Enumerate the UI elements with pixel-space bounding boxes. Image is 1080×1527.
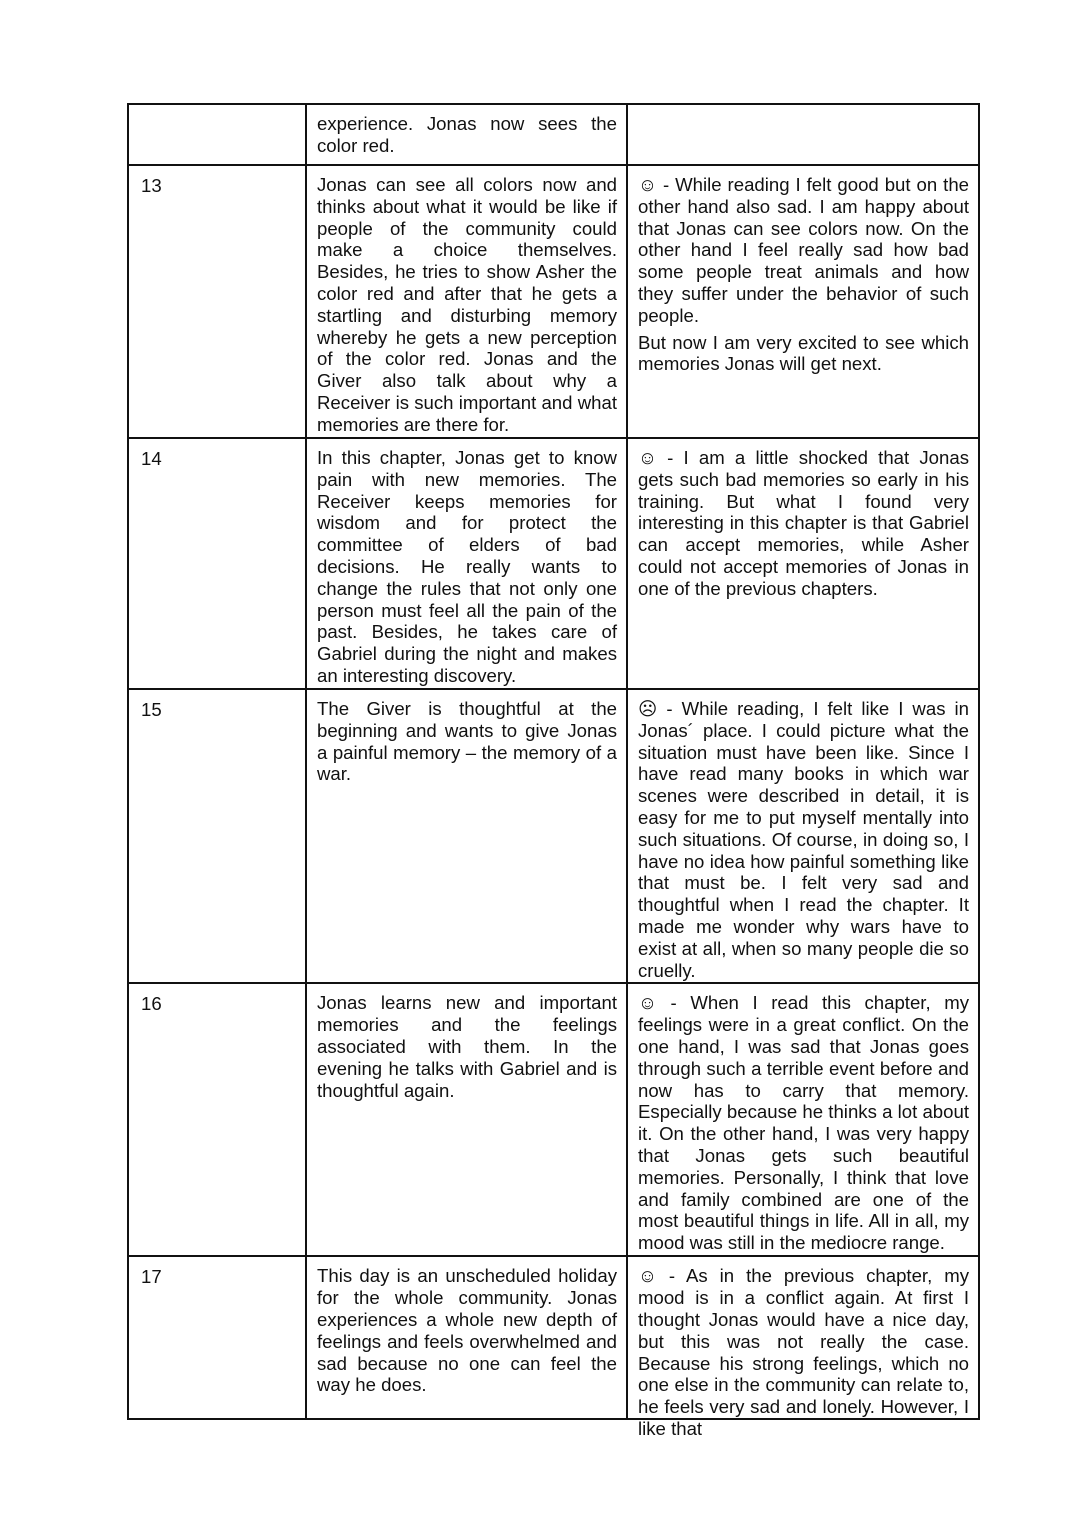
chapter-cell [128, 104, 306, 165]
chapter-cell: 17 [128, 1256, 306, 1419]
summary-cell: In this chapter, Jonas get to know pain with new memories. The Receiver keeps memories for wisdom and for protect the committee of elders of bad decisions. He really wants to change the rules that not only one person must feel all the pain of the past. Besides, he takes care of Gabriel during the night and makes an interesting discovery. [306, 438, 627, 689]
reflection-paragraph: ☹ - While reading, I felt like I was in Jonas´ place. I could picture what the situation must have been like. Since I have read many books in which war scenes were described in detail, it is easy for me to put myself mentally into such situations. Of course, in doing so, I have no idea how painful something like that must be. I felt very sad and thoughtful when I read the chapter. It made me wonder why wars have to exist at all, when so many people die so cruelly. [638, 698, 969, 981]
summary-cell: experience. Jonas now sees the color red. [306, 104, 627, 165]
table-row [128, 689, 979, 983]
chapter-cell: 13 [128, 165, 306, 438]
reflection-clip [638, 1265, 969, 1439]
chapter-cell: 14 [128, 438, 306, 689]
summary-cell: Jonas learns new and important memories and the feelings associated with them. In the evening he talks with Gabriel and is thoughtful again. [306, 983, 627, 1256]
reading-log-table [127, 103, 980, 1439]
reflection-cell [627, 165, 979, 438]
reflection-paragraph: ☺ - As in the previous chapter, my mood is in a conflict again. At first I thought Jonas would have a nice day, but this was not really the case. Because his strong feelings, which no one else in the community can relate to, he feels very sad and lonely. However, I like that [638, 1265, 969, 1439]
table-row [128, 438, 979, 689]
reflection-cell [627, 104, 979, 165]
reflection-cell [627, 1256, 979, 1439]
reflection-paragraph: ☺ - While reading I felt good but on the other hand also sad. I am happy about that Jonas can see colors now. On the other hand I feel really sad how bad some people treat animals and how they suffer under the behavior of such people. [638, 174, 969, 326]
table-row [128, 1256, 979, 1419]
summary-cell: This day is an unscheduled holiday for the whole community. Jonas experiences a whole new depth of feelings and feels overwhelmed and sad because no one can feel the way he does. [306, 1256, 627, 1419]
summary-cell: Jonas can see all colors now and thinks about what it would be like if people of the community could make a choice themselves. Besides, he tries to show Asher the color red and after that he gets a startling and disturbing memory whereby he gets a new perception of the color red. Jonas and the Giver also talk about why a Receiver is such important and what memories are there for. [306, 165, 627, 438]
reflection-cell [627, 438, 979, 689]
chapter-cell: 15 [128, 689, 306, 983]
reflection-paragraph: ☺ - When I read this chapter, my feelings were in a great conflict. On the one hand, I was sad that Jonas goes through such a terrible event before and now has to carry that memory. Especially because he thinks a lot about it. On the other hand, I was very happy that Jonas gets such beautiful memories. Personally, I think that love and family combined are one of the most beautiful things in life. All in all, my mood was still in the mediocre range. [638, 992, 969, 1254]
reflection-cell [627, 983, 979, 1256]
reflection-paragraph: But now I am very excited to see which memories Jonas will get next. [638, 331, 969, 375]
reflection-cell [627, 689, 979, 983]
chapter-cell: 16 [128, 983, 306, 1256]
summary-cell: The Giver is thoughtful at the beginning and wants to give Jonas a painful memory – the memory of a war. [306, 689, 627, 983]
reflection-paragraph: ☺ - I am a little shocked that Jonas gets such bad memories so early in his training. But what I found very interesting in this chapter is that Gabriel can accept memories, while Asher could not accept memories of Jonas in one of the previous chapters. [638, 447, 969, 599]
table-row [128, 165, 979, 438]
table-row [128, 104, 979, 165]
table-row [128, 983, 979, 1256]
